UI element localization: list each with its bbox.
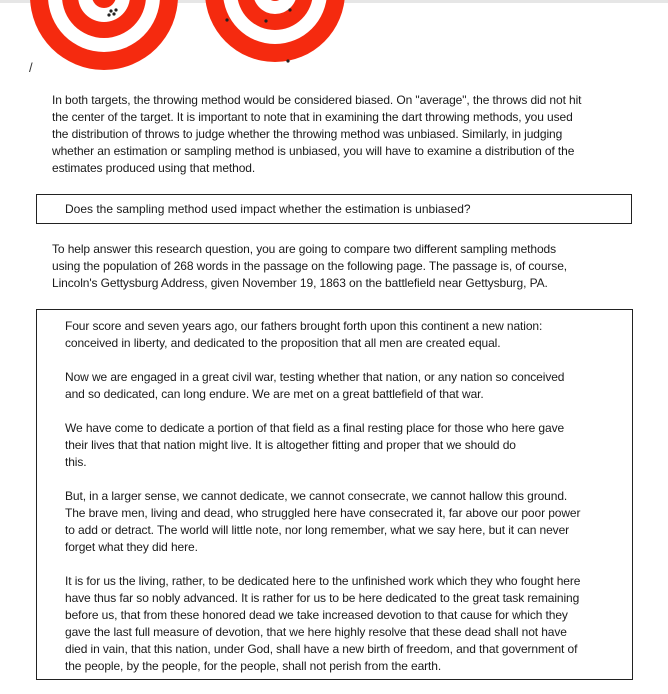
address-paragraph-2: Now we are engaged in a great civil war, testing whether that nation, or any nation so conceived and so dedicated, can long endure. We are met on a great battlefield of that war. <box>65 370 565 401</box>
address-paragraph-3: We have come to dedicate a portion of that field as a final resting place for those who here gave their lives that that nation might live. It is altogether fitting and proper that we should do this. <box>65 421 565 469</box>
dart-targets-figure <box>0 0 400 80</box>
address-paragraph-5: It is for us the living, rather, to be dedicated here to the unfinished work which they who fought here have thus far so nobly advanced. It is rather for us to be here dedicated to the great task remaining before us, that from these honored dead we take increased devotion to that cause for which they gave the last full measure of devotion, that we here highly resolve that these dead shall not have died in vain, that this nation, under God, shall have a new birth of freedom, and that government of the people, by the people, for the people, shall not perish from the earth. <box>65 574 581 673</box>
dart-target-right-icon <box>205 0 345 63</box>
research-question-box <box>36 194 632 224</box>
gettysburg-address-box <box>36 309 633 680</box>
help-paragraph: To help answer this research question, you are going to compare two different sampling methods using the population of 268 words in the passage on the following page. The passage is, of course, Lincoln's Gettysburg Address, given November 19, 1863 on the battlefield near Gettysburg, PA. <box>52 242 568 290</box>
stray-mark: / <box>29 60 33 75</box>
dart-target-left-icon <box>30 0 178 70</box>
research-question-text: Does the sampling method used impact whether the estimation is unbiased? <box>65 202 471 216</box>
address-paragraph-1: Four score and seven years ago, our fathers brought forth upon this continent a new nation: conceived in liberty, and dedicated to the proposition that all men are created equal. <box>65 319 543 350</box>
intro-paragraph: In both targets, the throwing method would be considered biased. On "average", the throws did not hit the center of the target. It is important to note that in examining the dart throwing methods, you used the distribution of throws to judge whether the throwing method was unbiased. Similarly, in judging whether an estimation or sampling method is unbiased, you will have to examine a distribution of the estimates produced using that method. <box>52 93 582 175</box>
address-paragraph-4: But, in a larger sense, we cannot dedicate, we cannot consecrate, we cannot hallow this ground. The brave men, living and dead, who struggled here have consecrated it, far above our poor power to add or detract. The world will little note, nor long remember, what we say here, but it can never forget what they did here. <box>65 489 581 554</box>
